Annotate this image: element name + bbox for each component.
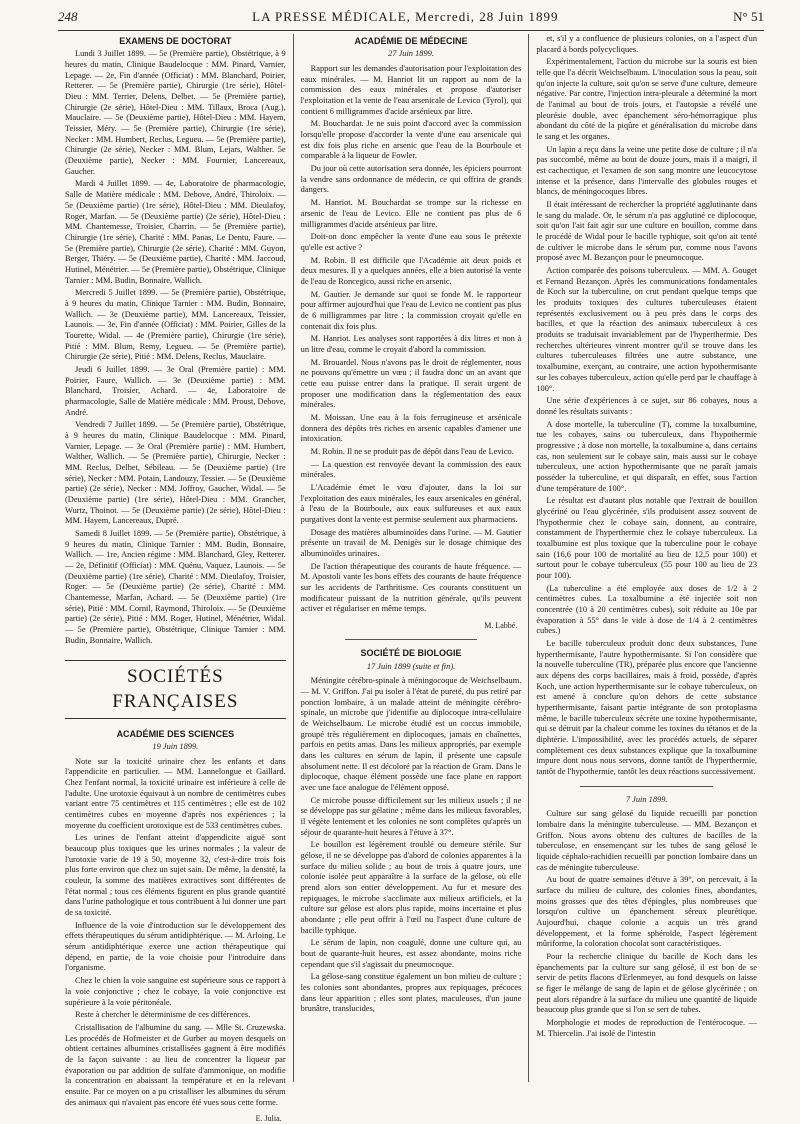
paragraph: Morphologie et modes de reproduction de l'entérocoque. — M. Thiercelin. J'ai isolé de l'intestin bbox=[536, 1018, 758, 1038]
paragraph: Dosage des matières albuminoïdes dans l'urine. — M. Gautier présente un travail de M. Denigès sur le dosage chimique des albuminoïdes urinaires. bbox=[300, 527, 522, 558]
issue-number: N° 51 bbox=[733, 9, 764, 24]
paragraph: Lundi 3 Juillet 1899. — 5e (Première partie), Obstétrique, à 9 heures du matin, Clinique Baudelocque : MM. Pinard, Varnier, Lepage. — 2e, Fin d'année (Officiat) : MM. Blanchard, Poirier, Retterer. — 5e (Première partie), Chirurgie (1re série), Hôtel-Dieu : MM. Terrier, Delens, Delbet. — 5e (Première partie), Chirurgie (2e série), Hôtel-Dieu : MM. Tillaux, Broca (Aug.), Mauclaire. — 5e (Deuxième partie), Hôtel-Dieu : MM. Hayem, Teissier, Méry. — 5e (Première partie), Chirurgie (1re série), Necker : MM. Humbert, Reclus, Legueu. — 5e (Première partie), Chirurgie (2e série), Necker : MM. Blum, Lejars, Walther. 5e (Deuxième partie), Necker : MM. Fournier, Lancereaux, Gaucher. bbox=[65, 49, 286, 176]
paragraph: Pour la recherche clinique du bacille de Koch dans les épanchements par la culture sur sang gélosé, il est bon de se servir de petits flacons d'Erlenmeyer, au fond desquels on laisse se figer le mélange de sang de lapin et de gélose glycérinée ; on peut alors répandre à la surface du milieu une quantité de liquide beaucoup plus grande que si l'on se sert de tubes. bbox=[536, 952, 758, 1015]
paragraph: Vendredi 7 Juillet 1899. — 5e (Première partie), Obstétrique, à 9 heures du matin, Clinique Baudelocque : MM. Pinard, Varnier, Lepage. — 3e Oral (Première partie) : MM. Humbert, Walther, Wallich. — 5e (Première partie), Chirurgie, Necker : MM. Reclus, Delbet, Sébileau. — 5e (Deuxième partie) (1re série), Necker : MM. Potain, Landouzy, Tessier. — 5e (Deuxième partie) (2e série), Necker : MM. Joffroy, Gaucher, Widal. — 5e (Deuxième partie) (1re série), Hôtel-Dieu : MM. Grancher, Wurtz, Thoinot. — 5e (Deuxième partie) (2e série), Hôtel-Dieu : MM. Hayem, Lancereaux, Dupré. bbox=[65, 420, 286, 526]
paragraph: M. Moissan. Une eau à la fois ferrugineuse et arsénicale donnera des dépôts très riches en arsenic capables d'amener une intoxication. bbox=[300, 412, 522, 444]
paragraph: M. Gautier. Je demande sur quoi se fonde M. le rapporteur pour affirmer aujourd'hui que l'eau de Levico ne contient pas plus de 6 milligrammes par litre ; la commission croyait qu'elle en contenait dix fois plus. bbox=[300, 289, 522, 331]
right-body bbox=[536, 34, 757, 778]
paragraph: A dose mortelle, la tuberculine (T), comme la toxalbumine, tue les cobayes, sains ou tuberculeux, dans l'hypothermie progressive ; à dose non mortelle, la toxalbumine a, dans certains cas, non seulement sur le cobaye sain, mais aussi sur le cobaye tuberculeux, une action hypothermisante que ne paraît jamais posséder la tuberculine, et qui disparaît, en effet, sous l'action d'une température de 100°. bbox=[536, 419, 758, 493]
paragraph: Les urines de l'enfant atteint d'appendicite aiguë sont beaucoup plus toxiques que les urines normales ; la valeur de l'urotoxie varie de 19 à 50, moyenne 32, c'est-à-dire trois fois plus forte environ que chez un sujet sain. De même, la densité, la couleur, la somme des matières extractives sont différentes de l'état normal ; tous ces éléments figurent en plus grande quantité dans l'urine pathologique et tous contribuent à lui donner une part de sa toxicité. bbox=[65, 833, 286, 918]
column-right bbox=[528, 34, 764, 1082]
column-middle bbox=[293, 34, 529, 1082]
paragraph: et, s'il y a confluence de plusieurs colonies, on a l'aspect d'un placard à bords polycycliques. bbox=[536, 34, 758, 54]
separator-right bbox=[580, 786, 712, 787]
paragraph: Mercredi 5 Juillet 1899. — 5e (Première partie), Obstétrique, à 9 heures du matin, Clinique Tarnier : MM. Budin, Bonnaire, Wallich. — 3e (Deuxième partie), MM. Lancereaux, Teissier, Launois. — 3e, Fin d'année (Officiat) : MM. Poirier, Gilles de la Tourette, Widal. — 4e (Première partie), Chirurgie (1re série), Pitié : MM. Blum, Remy, Legueu. — 5e (Première partie), Chirurgie (2e série), Pitié : MM. Delens, Reclus, Mauclaire. bbox=[65, 288, 286, 362]
paragraph: Le sérum de lapin, non coagulé, donne une culture qui, au bout de quarante-huit heures, est assez abondante, moins riche cependant que s'il s'agissait du pneumocoque. bbox=[300, 938, 522, 969]
paragraph: — La question est renvoyée devant la commission des eaux minérales. bbox=[300, 459, 522, 480]
paragraph: Influence de la voie d'introduction sur le développement des effets thérapeutiques du sérum antidiphtérique. — M. Arloing. Le sérum antidiphtérique exerce une action thérapeutique qui dépend, en partie, de la voie choisie pour l'introduire dans l'organisme. bbox=[65, 920, 286, 973]
banner-societes: SOCIÉTÉS FRANÇAISES bbox=[65, 660, 286, 718]
paragraph: Au bout de quatre semaines d'étuve à 39°, on percevait, à la surface du milieu de culture, des colonies fines, abondantes, moins grosses que des têtes d'épingles, plus nombreuses que lorsqu'on cultive un épanchement séreux pleurétique. Aujourd'hui, chaque colonie a acquis un très grand développement, et la forme sphéroïde, l'aspect légèrement mûriforme, la coloration chocolat sont caractéristiques. bbox=[536, 875, 758, 949]
separator bbox=[345, 639, 477, 640]
academy-medecine-body bbox=[301, 64, 522, 615]
biologie-body bbox=[301, 676, 522, 1015]
paragraph: Le bouillon est légèrement troublé ou demeure stérile. Sur gélose, il ne se développe pas d'abord de colonies apparentes à la surface du milieu solide ; au bout de trois à quatre jours, une colonie isolée peut apparaître à la surface de la gélose, où elle prend alors son entier développement. Au fur et mesure des repiquages, le microbe s'acclimate aux milieux artificiels, et la culture sur gélose est alors plus rapide, moins incertaine et plus abondante ; elle peut offrir à l'œil nu l'aspect d'une culture de bacille typhique. bbox=[300, 840, 522, 935]
paragraph: Le résultat est d'autant plus notable que l'extrait de bouillon glycériné ou l'eau glycérinée, s'ils produisent assez souvent de l'hypothermie chez le cobaye sain, donnent, au contraire, constamment de l'hyperthermie chez le cobaye tuberculeux. La toxalbumine est plus toxique que la tuberculine pour le cobaye sain (16,6 pour 100 de mortalité au lieu de 12,5 pour 100) et surtout pour le cobaye tuberculeux (55 pour 100 au lieu de 23 pour 100). bbox=[536, 496, 758, 580]
biologie-date: 17 Juin 1899 (suite et fin). bbox=[366, 661, 456, 671]
biologie-heading: SOCIÉTÉ DE BIOLOGIE bbox=[360, 648, 462, 659]
paragraph: Samedi 8 Juillet 1899. — 5e (Première partie), Obstétrique, à 9 heures du matin, Clinique Tarnier : MM. Budin, Bonnaire, Wallich. — 1re, Ancien régime : MM. Blanchard, Gley, Retterer. — 2e, Définitif (Officiat) : MM. Quénu, Vaquez, Launois. — 5e (Deuxième partie) (1re série), Charité : MM. Dieulafoy, Troisier, Roger. — 5e (Deuxième partie) (2e série), Charité : MM. Chantemesse, Marfan, Achard. — 5e (Deuxième partie) (1re série), Pitié : MM. Cornil, Raymond, Thiroloix. — 5e (Deuxième partie) (2e série), Pitié : MM. Roger, Hutinel, Ménétrier, Widal. — 5e (Première partie), Obstétrique, Clinique Tarnier : MM. Budin, Bonnaire, Wallich. bbox=[65, 528, 286, 645]
exam-list bbox=[65, 49, 286, 646]
paragraph: Action comparée des poisons tuberculeux. — MM. A. Gouget et Fernand Bezançon. Après les communications fondamentales de Koch sur la tuberculine, on crut pendant quelque temps que les produits toxiques des cultures tuberculeuses étaient représentés exclusivement ou à peu près dans le corps des bacilles, et que la réaction des animaux tuberculeux à ces produits se traduisait invariablement par de l'hyperthermie. Des recherches ultérieures vinrent montrer qu'il se trouve dans les cultures tuberculeuses filtrées une autre substance, une toxalbumine, exerçant, au contraire, une action hypothermisante sur les cobayes tuberculeux, action qu'elle perd par le chauffage à 100°. bbox=[536, 266, 758, 393]
paragraph: (La tuberculine a été employée aux doses de 1/2 à 2 centimètres cubes. La toxalbumine a été injectée soit non concentrée (10 à 20 centimètres cubes), soit réduite au 10e par évaporation à 55° dans le vide à dose de 1/4 à 2 centimètres cubes.) bbox=[536, 583, 758, 636]
signature-julia: E. Julia. bbox=[255, 1114, 282, 1124]
paragraph: La gélose-sang constitue également un bon milieu de culture ; les colonies sont abondantes, propres aux repiquages, précoces dans leur apparition ; elles sont plates, maculeuses, d'un jaune brunâtre, translucides, bbox=[300, 972, 522, 1014]
right-body-2 bbox=[536, 809, 757, 1039]
columns bbox=[58, 34, 764, 1124]
paragraph: Une série d'expériences à ce sujet, sur 86 cobayes, nous a donné les résultats suivants : bbox=[536, 396, 758, 416]
journal-title: LA PRESSE MÉDICALE, Mercredi, 28 Juin 1899 bbox=[252, 9, 559, 24]
paragraph: Chez le chien la voie sanguine est supérieure sous ce rapport à la voie conjonctive ; chez le cobaye, la voie conjonctive est supérieure à la voie péritonéale. bbox=[65, 976, 286, 1007]
paragraph: Le bacille tuberculeux produit donc deux substances, l'une hyperthermisante, l'autre hypothermisante. Si l'on considère que la nouvelle tuberculine (TR), préparée plus encore que l'ancienne aux dépens des corps bacillaires, mais à froid, possède, d'après Koch, une action hyperthermisante sur le cobaye tuberculeux, on est amené à conclure qu'on dehors de cette substance hyperthermisante, faisant partie intégrante de son protoplasma même, le bacille tuberculeux sécrète une toxine hypothermisante, qui se détruit par la chaleur comme les toxines du tétanos et de la diphtérie. L'impossibilité, avec les procédés actuels, de séparer complètement ces deux substances explique que la toxalbumine impure dont nous nous servons, donne tantôt de l'hyperthermie, tantôt de l'hypothermie, tantôt les deux réactions successivement. bbox=[536, 638, 758, 777]
paragraph: M. Bouchardat. Je ne suis point d'accord avec la commission lorsqu'elle propose d'accorder la vente d'une eau arsenicale qui est dix fois plus riche en arsenic que l'eau de la Bourboule et comparable à la liqueur de Fowler. bbox=[300, 119, 522, 161]
paragraph: M. Brouardel. Nous n'avons pas le droit de réglementer, nous ne pouvons qu'émettre un vœu ; il faudra donc un an avant que cette eau puisse entrer dans la pratique. Il serait urgent de proposer une modification dans la réglementation des eaux minérales. bbox=[300, 357, 522, 410]
paragraph: M. Hanriot. Les analyses sont rapportées à dix litres et non à un litre d'eau, comme le croyait d'abord la commission. bbox=[300, 334, 522, 354]
date-7-juin: 7 Juin 1899. bbox=[625, 794, 668, 804]
column-left bbox=[58, 34, 293, 1124]
paragraph: Culture sur sang gélosé du liquide recueilli par ponction lombaire dans la méningite tuberculeuse. — MM. Bezançon et Griffon. Nous avons obtenu des cultures de bacilles de la tuberculose, en ensemençant sur les tubes de sang gélosé le liquide céphalo-rachidien recueilli par ponction lombaire dans un cas de méningite tuberculeuse. bbox=[536, 809, 758, 872]
paragraph: Rapport sur les demandes d'autorisation pour l'exploitation des eaux minérales. — M. Hanriot lit un rapport au nom de la commission des eaux minérales et propose d'autoriser l'exploitation et la vente de l'eau arsenicale de Levico (Tyrol), qui contient 6 milligrammes d'acide arsénieux par litre. bbox=[300, 64, 522, 116]
paragraph: Note sur la toxicité urinaire chez les enfants et dans l'appendicite en particulier. — MM. Lannelongue et Gaillard. Chez l'enfant normal, la toxicité urinaire est inférieure à celle de l'adulte. Une urotoxie équivaut à un nombre de centimètres cubes variant entre 75 centimètres et 115 centimètres ; elle est de 102 centimètres cubes en moyenne d'après nos expériences ; la moyenne du coefficient urotoxique est de 533 centimètres cubes. bbox=[65, 756, 286, 830]
paragraph: Jeudi 6 Juillet 1899. — 3e Oral (Première partie) : MM. Poirier, Faure, Wallich. — 3e (Deuxième partie) : MM. Blanchard, Troisier, Achard. — 4e, Laboratoire de pharmacologie, Salle de Matière médicale : MM. Proust, Debove, André. bbox=[65, 364, 286, 417]
academy-sciences-date: 19 Juin 1899. bbox=[152, 742, 199, 752]
paragraph: Il était intéressant de rechercher la propriété agglutinante dans le sang du malade. Or, le sérum n'a pas agglutiné ce diplocoque, soit qu'on l'ait fait agir sur une culture en bouillon, comme dans le procédé de Widal pour le bacille typhique, soit qu'on ait tenté de cultiver le microbe dans le sérum pur, comme nous l'avons proposé avec M. Bezançon pour le pneumocoque. bbox=[536, 200, 758, 263]
paragraph: Expérimentalement, l'action du microbe sur la souris est bien telle que l'a décrit Weichselbaum. L'inoculation sous la peau, soit qu'on injecte la culture, soit qu'on se serve d'une culture, demeure négative. Par contre, l'injection intra-pleurale a déterminé la mort de l'animal au bout de trois jours, et l'autopsie a révélé une pleurésie double, avec épanchement séro-hémorragique plus abondant du côté de la piqûre et généralisation du microbe dans le sang et les organes. bbox=[536, 57, 758, 142]
paragraph: Cristallisation de l'albumine du sang. — Mlle St. Cruzewska. Les procédés de Hofmeister et de Gurber au moyen desquels on obtient certaines albumines cristallisées gagnent à être modifiés de la façon suivante : au lieu de concentrer la liqueur par évaporation ou par addition de sulfate d'ammonique, on modifie la concentration en abaissant la température et en la relevant ensuite. Par ce moyen on a pu cristalliser les albumines du sérum des animaux qui n'avaient pas encore été vues sous cette forme. bbox=[65, 1022, 286, 1107]
academy-medecine-date: 27 Juin 1899. bbox=[388, 49, 434, 59]
paragraph: Ce microbe pousse difficilement sur les milieux usuels ; il ne se développe pas sur gélatine ; même dans les milieux favorables, il végète lentement et les colonies ne sont complètes qu'après un séjour de quarante-huit heures à l'étuve à 37°. bbox=[300, 795, 522, 837]
paragraph: Méningite cérébro-spinale à méningocoque de Weichselbaum. — M. V. Griffon. J'ai pu isoler à l'état de pureté, du pus retiré par ponction lombaire, à un malade atteint de méningite cérébro-spinale, un microbe que j'identifie au diplocoque intra-cellulaire de Weichselbaum. Le microbe étudié est un coccus immobile, groupé très régulièrement en diplocoques, jamais en chaînettes, parfois en petits amas. Dans les milieux appropriés, par exemple dans les cultures en sérum de lapin, il présente une capsule absolument nette. Il est décoloré par la réaction de Gram. Dans le diplocoque, chaque élément possède une face plane en rapport avec une face analogue de l'élément opposé. bbox=[300, 676, 522, 792]
paragraph: Du jour où cette autorisation sera donnée, les épiciers pourront la vendre sans ordonnance de médecin, ce qui offrira de grands dangers. bbox=[300, 164, 522, 195]
paragraph: Mardi 4 Juillet 1899. — 4e, Laboratoire de pharmacologie, Salle de Matière médicale : MM. Debove, André, Thiroloix. — 5e (Deuxième partie) (1re série), Hôtel-Dieu : MM. Dieulafoy, Roger, Marfan. — 5e (Deuxième partie) (2e série), Hôtel-Dieu : MM. Chantemesse, Troisier, Charrin. — 5e (Première partie), Chirurgie (1re série), Charité : MM. Panas, Le Dentu, Faure. — 5e (Première partie), Chirurgie (2e série), Charité : MM. Guyon, Berger, Thiéry. — 5e (Deuxième partie), Charité : MM. Jaccoud, Hutinel, Ménétrier. — 5e (Première partie), Obstétrique, Clinique Tarnier : MM. Budin, Bonnaire, Wallich. bbox=[65, 179, 286, 285]
exam-heading: EXAMENS DE DOCTORAT bbox=[119, 36, 232, 46]
academy-sciences-body bbox=[65, 757, 286, 1109]
paragraph: M. Hanriot. M. Bouchardat se trompe sur la richesse en arsenic de l'eau de Levico. Elle ne contient pas plus de 6 milligrammes d'acide arsénieux par litre. bbox=[300, 198, 522, 229]
paragraph: M. Robin. Il est difficile que l'Académie ait deux poids et deux mesures. Il y a quelques années, elle a bien autorisé la vente de l'eau de Roncegico, aussi riche en arsenic. bbox=[300, 255, 522, 286]
paragraph: De l'action thérapeutique des courants de haute fréquence. — M. Apostoli vante les bons effets des courants de haute fréquence sur les accidents de l'arthritisme. Ces courants constituent un modificateur puissant de la nutrition générale, qu'ils peuvent activer et régulariser en même temps. bbox=[300, 561, 522, 614]
paragraph: M. Robin. Il ne se produit pas de dépôt dans l'eau de Levico. bbox=[310, 446, 514, 456]
paragraph: Doit-on donc empêcher la vente d'une eau sous le prétexte qu'elle est active ? bbox=[300, 232, 522, 252]
academy-medecine-heading: ACADÉMIE DE MÉDECINE bbox=[354, 36, 468, 46]
academy-sciences-heading: ACADÉMIE DES SCIENCES bbox=[116, 728, 235, 739]
paragraph: Reste à chercher le déterminisme de ces différences. bbox=[75, 1010, 251, 1020]
paragraph: Un lapin a reçu dans la veine une petite dose de culture ; il n'a pas succombé, même au bout de douze jours, mais il a maigri, il est cachectique, et l'examen de son sang montre une leucocytose intense et la présence, dans l'intervalle des globules rouges et blancs, de méningocoques libres. bbox=[536, 144, 758, 197]
signature-labbe: M. Labbé. bbox=[484, 621, 518, 631]
paragraph: L'Académie émet le vœu d'ajouter, dans la loi sur l'exploitation des eaux minérales, les eaux arsenicales en général, à l'eau de la Bourboule, aux eaux sulfureuses et aux eaux purgatives dont la vente est permise seulement aux pharmaciens. bbox=[300, 482, 522, 524]
page-number: 248 bbox=[58, 9, 78, 24]
page-header bbox=[58, 4, 764, 31]
